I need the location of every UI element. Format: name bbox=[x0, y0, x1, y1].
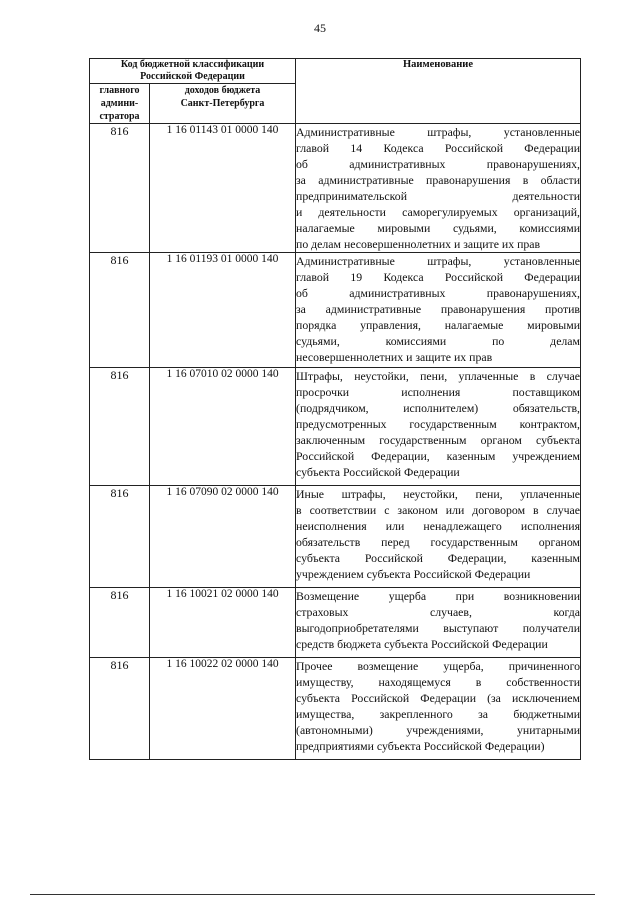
name-line: по делам несовершеннолетних и защите их прав bbox=[296, 237, 541, 251]
table-row bbox=[90, 253, 581, 368]
name-line: Административные штрафы, установленные bbox=[296, 125, 581, 139]
name-line: Прочее возмещение ущерба, причиненного bbox=[296, 659, 581, 673]
header-admin-line: стратора bbox=[99, 111, 140, 122]
name-line: об административных правонарушениях, bbox=[296, 286, 581, 300]
name-line: и деятельности саморегулируемых организаций, bbox=[296, 205, 581, 219]
header-income-line: Санкт-Петербурга bbox=[180, 98, 265, 109]
header-admin bbox=[90, 84, 150, 124]
name-line: средств бюджета субъекта Российской Федерации bbox=[296, 637, 548, 651]
name-line: налагаемые мировыми судьями, комиссиями bbox=[296, 221, 581, 235]
name-line: (автономными) учреждениями, унитарными bbox=[296, 723, 581, 737]
header-name: Наименование bbox=[296, 59, 581, 124]
income-code-cell: 1 16 07090 02 0000 140 bbox=[150, 486, 296, 588]
admin-code-cell: 816 bbox=[90, 253, 150, 368]
income-code-cell: 1 16 10021 02 0000 140 bbox=[150, 588, 296, 658]
name-line: об административных правонарушениях, bbox=[296, 157, 581, 171]
header-group-line: Российской Федерации bbox=[140, 71, 245, 82]
name-line: главой 14 Кодекса Российской Федерации bbox=[296, 141, 581, 155]
name-line: обязательств перед государственным органом bbox=[296, 535, 581, 549]
name-line: субъекта Российской Федерации, казенным bbox=[296, 551, 581, 565]
name-line: за административные правонарушения в области bbox=[296, 173, 581, 187]
name-line: учреждением субъекта Российской Федерации bbox=[296, 567, 531, 581]
name-line: субъекта Российской Федерации (за исключением bbox=[296, 691, 581, 705]
name-line: Российской Федерации, казенным учреждением bbox=[296, 449, 581, 463]
admin-code-cell: 816 bbox=[90, 658, 150, 760]
admin-code-cell: 816 bbox=[90, 368, 150, 486]
table-row bbox=[90, 658, 581, 760]
name-line: в соответствии с законом или договором в случае bbox=[296, 503, 581, 517]
name-line: за административные правонарушения против bbox=[296, 302, 581, 316]
name-cell bbox=[296, 486, 581, 588]
name-line: судьями, комиссиями по делам bbox=[296, 334, 581, 348]
name-line: Штрафы, неустойки, пени, уплаченные в случае bbox=[296, 369, 581, 383]
name-cell bbox=[296, 368, 581, 486]
name-line: имуществу, находящемуся в собственности bbox=[296, 675, 581, 689]
name-line: Иные штрафы, неустойки, пени, уплаченные bbox=[296, 487, 581, 501]
income-code-cell: 1 16 01143 01 0000 140 bbox=[150, 124, 296, 253]
name-line: несовершеннолетних и защите их прав bbox=[296, 350, 493, 364]
header-group-line: Код бюджетной классификации bbox=[120, 59, 265, 70]
header-income bbox=[150, 84, 296, 124]
header-admin-line: админи- bbox=[100, 98, 139, 109]
name-line: неисполнения или ненадлежащего исполнения bbox=[296, 519, 581, 533]
name-cell bbox=[296, 253, 581, 368]
name-line: главой 19 Кодекса Российской Федерации bbox=[296, 270, 581, 284]
name-line: Возмещение ущерба при возникновении bbox=[296, 589, 581, 603]
income-code-cell: 1 16 01193 01 0000 140 bbox=[150, 253, 296, 368]
name-cell bbox=[296, 588, 581, 658]
admin-code-cell: 816 bbox=[90, 486, 150, 588]
name-line: предпринимательской деятельности bbox=[296, 189, 581, 203]
table-row bbox=[90, 588, 581, 658]
name-line: Административные штрафы, установленные bbox=[296, 254, 581, 268]
header-admin-line: главного bbox=[99, 85, 140, 96]
name-cell bbox=[296, 124, 581, 253]
table-row bbox=[90, 368, 581, 486]
name-line: порядка управления, налагаемые мировыми bbox=[296, 318, 581, 332]
name-line: имущества, закрепленного за бюджетными bbox=[296, 707, 581, 721]
income-code-cell: 1 16 07010 02 0000 140 bbox=[150, 368, 296, 486]
name-line: выгодоприобретателями выступают получатели bbox=[296, 621, 581, 635]
name-line: заключенным государственным органом субъекта bbox=[296, 433, 581, 447]
name-cell bbox=[296, 658, 581, 760]
name-line: предприятиями субъекта Российской Федерации) bbox=[296, 739, 545, 753]
name-line: предусмотренных государственным контрактом, bbox=[296, 417, 581, 431]
table-row bbox=[90, 486, 581, 588]
admin-code-cell: 816 bbox=[90, 588, 150, 658]
table-row bbox=[90, 124, 581, 253]
name-line: просрочки исполнения поставщиком bbox=[296, 385, 581, 399]
header-income-line: доходов бюджета bbox=[184, 85, 261, 96]
name-line: (подрядчиком, исполнителем) обязательств, bbox=[296, 401, 581, 415]
budget-classification-table bbox=[89, 58, 581, 760]
header-row-group bbox=[90, 59, 581, 84]
name-line: страховых случаев, когда bbox=[296, 605, 581, 619]
income-code-cell: 1 16 10022 02 0000 140 bbox=[150, 658, 296, 760]
name-line: субъекта Российской Федерации bbox=[296, 465, 460, 479]
bottom-divider bbox=[30, 894, 595, 895]
header-classification-code bbox=[90, 59, 296, 84]
admin-code-cell: 816 bbox=[90, 124, 150, 253]
page-number: 45 bbox=[314, 21, 326, 35]
